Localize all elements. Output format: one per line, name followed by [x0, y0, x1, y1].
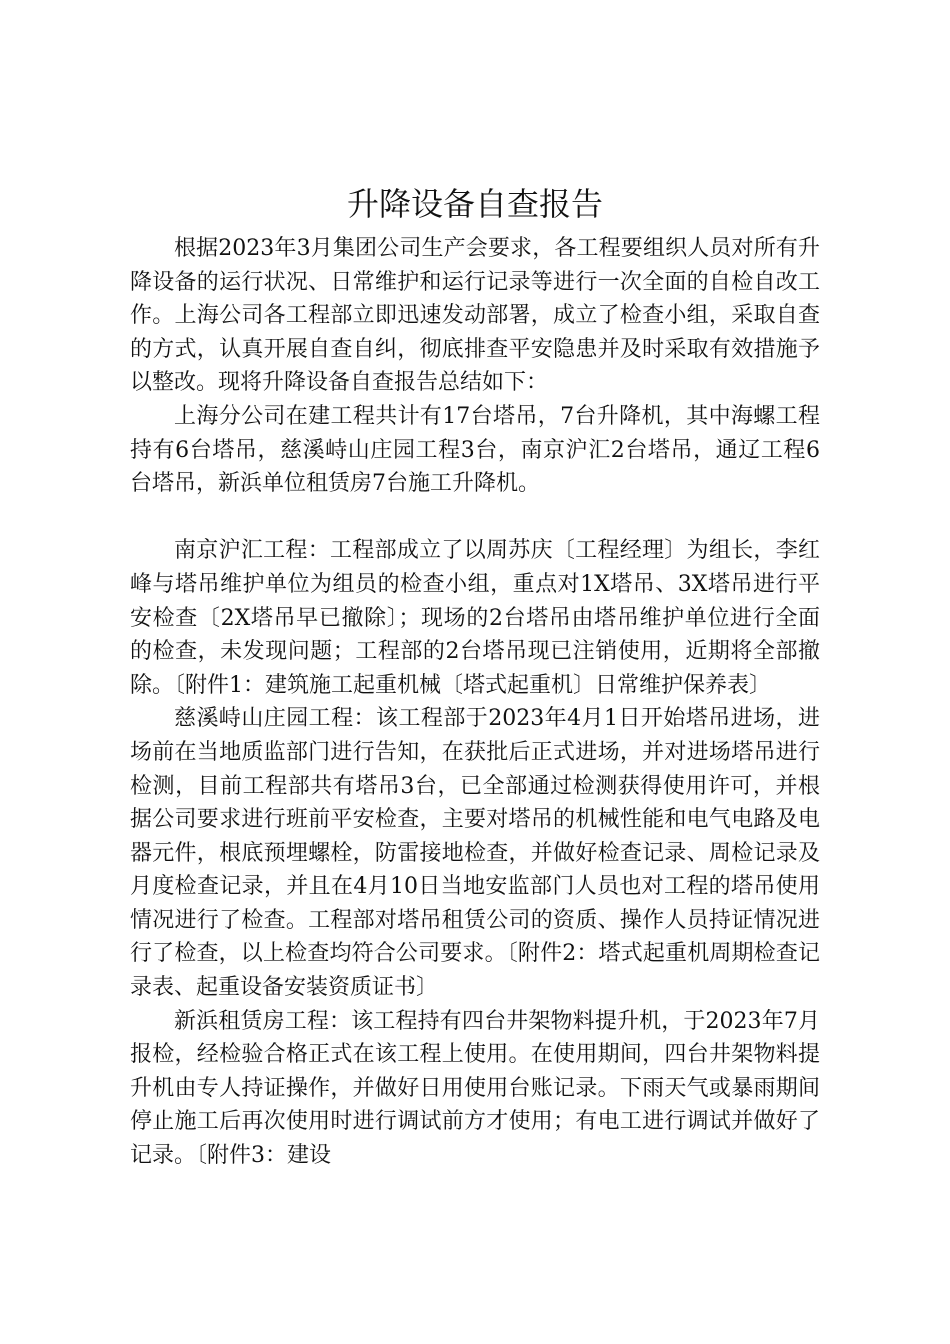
- blank-line: [130, 501, 820, 535]
- document-title: 升降设备自查报告: [346, 185, 603, 223]
- document-body: [130, 232, 820, 1173]
- paragraph-xinbang-rental: 新浜租赁房工程：该工程持有四台井架物料提升机，于2023年7月报检，经检验合格正式在该工程上使用。在使用期间，四台井架物料提升机由专人持证操作，并做好日用使用台账记录。下雨天气或暴雨期间停止施工后再次使用时进行调试前方才使用；有电工进行调试并做好了记录。〔附件3：建设: [130, 1008, 820, 1169]
- paragraph-intro: 根据2023年3月集团公司生产会要求，各工程要组织人员对所有升降设备的运行状况、日常维护和运行记录等进行一次全面的自检自改工作。上海公司各工程部立即迅速发动部署，成立了检查小组，采取自查的方式，认真开展自查自纠，彻底排查平安隐患并及时采取有效措施予以整改。现将升降设备自查报告总结如下：: [130, 236, 820, 396]
- paragraph-equipment-summary: 上海分公司在建工程共计有17台塔吊，7台升降机，其中海螺工程持有6台塔吊，慈溪峙山庄园工程3台，南京沪汇2台塔吊，通辽工程6台塔吊，新浜单位租赁房7台施工升降机。: [130, 403, 820, 497]
- paragraph-cixi-zhishan: 慈溪峙山庄园工程：该工程部于2023年4月1日开始塔吊进场，进场前在当地质监部门进行告知，在获批后正式进场，并对进场塔吊进行检测，目前工程部共有塔吊3台，已全部通过检测获得使用许可，并根据公司要求进行班前平安检查，主要对塔吊的机械性能和电气电路及电器元件，根底预埋螺栓，防雷接地检查，并做好检查记录、周检记录及月度检查记录，并且在4月10日当地安监部门人员也对工程的塔吊使用情况进行了检查。工程部对塔吊租赁公司的资质、操作人员持证情况进行了检查，以上检查均符合公司要求。〔附件2：塔式起重机周期检查记录表、起重设备安装资质证书〕: [130, 706, 820, 1001]
- paragraph-nanjing-huhui: 南京沪汇工程：工程部成立了以周苏庆〔工程经理〕为组长，李红峰与塔吊维护单位为组员的检查小组，重点对1X塔吊、3X塔吊进行平安检查〔2X塔吊早已撤除〕；现场的2台塔吊由塔吊维护单位进行全面的检查，未发现问题；工程部的2台塔吊现已注销使用，近期将全部撤除。〔附件1：建筑施工起重机械〔塔式起重机〕日常维护保养表〕: [130, 538, 820, 698]
